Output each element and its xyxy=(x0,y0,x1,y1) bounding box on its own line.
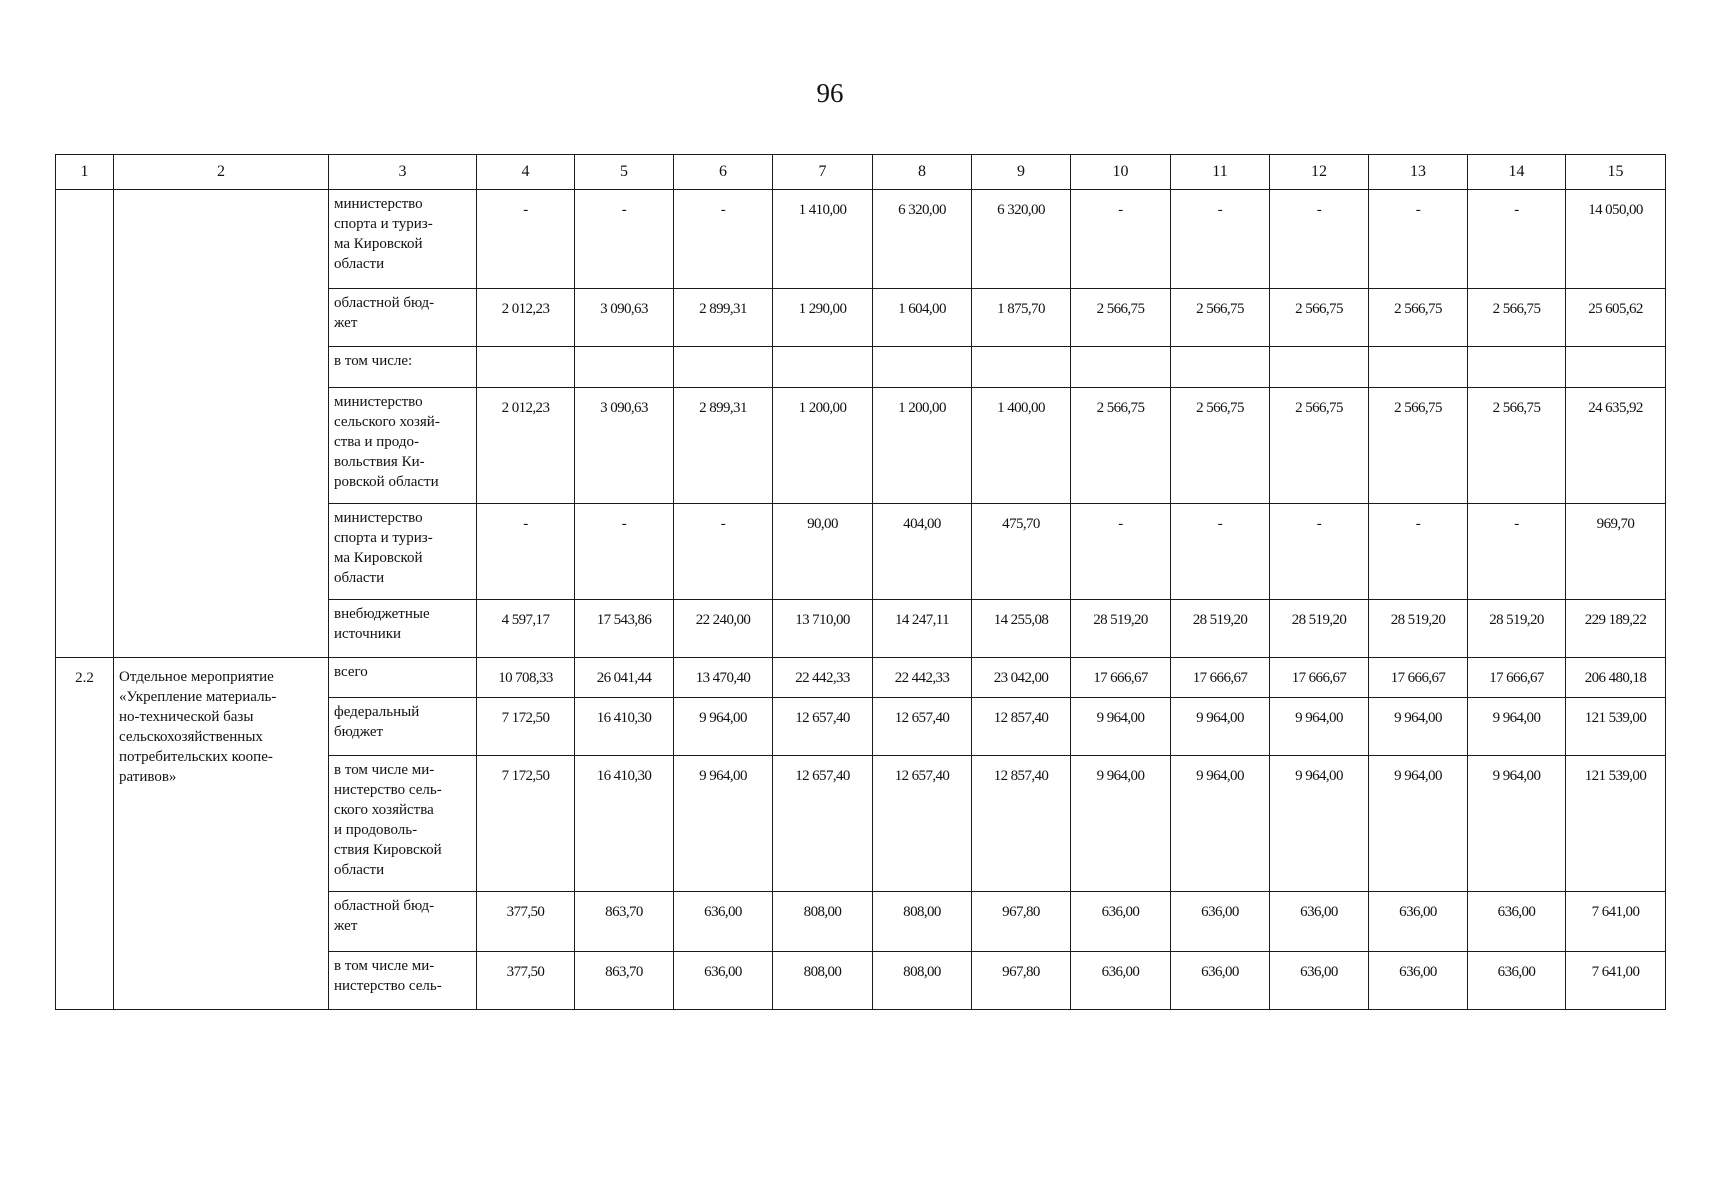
value-cell: - xyxy=(575,190,674,289)
funding-source-cell xyxy=(329,190,477,289)
value-cell: - xyxy=(1270,190,1369,289)
value-cell: 9 964,00 xyxy=(1369,756,1468,892)
value-cell xyxy=(1369,347,1468,388)
value-cell: 9 964,00 xyxy=(1171,698,1270,756)
value-cell: 7 641,00 xyxy=(1566,952,1666,1010)
value-cell xyxy=(972,347,1071,388)
value-cell: 12 657,40 xyxy=(773,698,873,756)
value-cell: 90,00 xyxy=(773,504,873,600)
value-cell: 2 566,75 xyxy=(1071,388,1171,504)
value-cell: 28 519,20 xyxy=(1270,600,1369,658)
funding-source-label: министерство спорта и туриз- ма Кировской области xyxy=(334,196,433,272)
value-cell: - xyxy=(1468,504,1566,600)
value-cell: 12 857,40 xyxy=(972,756,1071,892)
value-cell: 17 666,67 xyxy=(1071,658,1171,698)
funding-source-cell xyxy=(329,504,477,600)
value-cell: 17 666,67 xyxy=(1468,658,1566,698)
value-cell: 7 172,50 xyxy=(477,756,575,892)
column-header-9: 9 xyxy=(972,155,1071,190)
column-header-8: 8 xyxy=(873,155,972,190)
value-cell: 9 964,00 xyxy=(1468,756,1566,892)
item-description-cell xyxy=(114,190,329,658)
column-header-10: 10 xyxy=(1071,155,1171,190)
funding-source-label: федеральный бюджет xyxy=(334,704,420,740)
value-cell: 636,00 xyxy=(1071,892,1171,952)
value-cell: 28 519,20 xyxy=(1369,600,1468,658)
value-cell: 1 200,00 xyxy=(873,388,972,504)
value-cell: 28 519,20 xyxy=(1071,600,1171,658)
column-header-6: 6 xyxy=(674,155,773,190)
funding-source-cell xyxy=(329,388,477,504)
funding-source-label: министерство спорта и туриз- ма Кировской области xyxy=(334,510,433,586)
value-cell xyxy=(1071,347,1171,388)
value-cell: 10 708,33 xyxy=(477,658,575,698)
funding-source-label: внебюджетные источники xyxy=(334,606,430,642)
column-header-5: 5 xyxy=(575,155,674,190)
column-header-1: 1 xyxy=(56,155,114,190)
value-cell: 475,70 xyxy=(972,504,1071,600)
value-cell: 636,00 xyxy=(1369,892,1468,952)
item-description-cell xyxy=(114,658,329,1010)
value-cell: 229 189,22 xyxy=(1566,600,1666,658)
value-cell: - xyxy=(1071,504,1171,600)
value-cell: 9 964,00 xyxy=(1071,756,1171,892)
funding-source-label: в том числе: xyxy=(334,353,413,369)
value-cell: 2 566,75 xyxy=(1270,289,1369,347)
page-number: 96 xyxy=(816,78,844,108)
value-cell: - xyxy=(1270,504,1369,600)
item-number-cell xyxy=(56,190,114,658)
value-cell: 22 442,33 xyxy=(873,658,972,698)
column-header-12: 12 xyxy=(1270,155,1369,190)
value-cell: 25 605,62 xyxy=(1566,289,1666,347)
value-cell: - xyxy=(1171,190,1270,289)
value-cell xyxy=(873,347,972,388)
funding-source-cell xyxy=(329,892,477,952)
value-cell xyxy=(1468,347,1566,388)
value-cell: 636,00 xyxy=(1468,892,1566,952)
value-cell: 967,80 xyxy=(972,892,1071,952)
value-cell: 2 899,31 xyxy=(674,289,773,347)
value-cell: 22 240,00 xyxy=(674,600,773,658)
funding-source-cell xyxy=(329,289,477,347)
value-cell: 2 566,75 xyxy=(1171,289,1270,347)
column-header-15: 15 xyxy=(1566,155,1666,190)
value-cell: 9 964,00 xyxy=(674,756,773,892)
value-cell: 2 566,75 xyxy=(1468,388,1566,504)
value-cell: - xyxy=(1071,190,1171,289)
value-cell: 3 090,63 xyxy=(575,388,674,504)
value-cell: 4 597,17 xyxy=(477,600,575,658)
value-cell: 9 964,00 xyxy=(1270,698,1369,756)
value-cell: - xyxy=(1468,190,1566,289)
funding-source-cell xyxy=(329,756,477,892)
value-cell: 636,00 xyxy=(1270,892,1369,952)
value-cell: 1 290,00 xyxy=(773,289,873,347)
value-cell xyxy=(1566,347,1666,388)
column-header-13: 13 xyxy=(1369,155,1468,190)
funding-source-label: всего xyxy=(334,664,368,680)
item-description-text: Отдельное мероприятие «Укрепление материаль- но-технической базы сельскохозяйственных потребительских коопе- ративов» xyxy=(119,669,277,785)
value-cell: 2 566,75 xyxy=(1369,289,1468,347)
value-cell: 121 539,00 xyxy=(1566,698,1666,756)
value-cell: 1 410,00 xyxy=(773,190,873,289)
value-cell: - xyxy=(1369,190,1468,289)
funding-source-cell xyxy=(329,698,477,756)
value-cell: 17 666,67 xyxy=(1171,658,1270,698)
value-cell: 24 635,92 xyxy=(1566,388,1666,504)
column-header-2: 2 xyxy=(114,155,329,190)
value-cell: 808,00 xyxy=(873,892,972,952)
funding-source-label: областной бюд- жет xyxy=(334,295,435,331)
value-cell: 9 964,00 xyxy=(674,698,773,756)
value-cell: 967,80 xyxy=(972,952,1071,1010)
value-cell: 808,00 xyxy=(873,952,972,1010)
value-cell: 17 666,67 xyxy=(1369,658,1468,698)
funding-source-cell xyxy=(329,600,477,658)
value-cell xyxy=(1270,347,1369,388)
value-cell xyxy=(575,347,674,388)
value-cell: 404,00 xyxy=(873,504,972,600)
value-cell: 9 964,00 xyxy=(1468,698,1566,756)
table-row xyxy=(56,190,1666,289)
column-header-14: 14 xyxy=(1468,155,1566,190)
value-cell xyxy=(773,347,873,388)
value-cell: 2 566,75 xyxy=(1369,388,1468,504)
funding-source-label: министерство сельского хозяй- ства и продо- вольствия Ки- ровской области xyxy=(334,394,440,490)
value-cell: 28 519,20 xyxy=(1171,600,1270,658)
value-cell: 12 657,40 xyxy=(873,756,972,892)
value-cell xyxy=(674,347,773,388)
column-number-header-row xyxy=(56,155,1666,190)
value-cell: 636,00 xyxy=(1369,952,1468,1010)
value-cell: 969,70 xyxy=(1566,504,1666,600)
value-cell: 863,70 xyxy=(575,952,674,1010)
value-cell: - xyxy=(477,504,575,600)
column-header-7: 7 xyxy=(773,155,873,190)
value-cell: 2 566,75 xyxy=(1071,289,1171,347)
item-number-cell: 2.2 xyxy=(56,658,114,1010)
value-cell: 2 012,23 xyxy=(477,388,575,504)
value-cell: 6 320,00 xyxy=(972,190,1071,289)
funding-source-label: в том числе ми- нистерство сель- xyxy=(334,958,442,994)
value-cell: 636,00 xyxy=(674,892,773,952)
value-cell: 1 400,00 xyxy=(972,388,1071,504)
value-cell: 9 964,00 xyxy=(1171,756,1270,892)
value-cell: 16 410,30 xyxy=(575,698,674,756)
funding-source-label: областной бюд- жет xyxy=(334,898,435,934)
value-cell: 9 964,00 xyxy=(1270,756,1369,892)
value-cell: 1 200,00 xyxy=(773,388,873,504)
value-cell: 636,00 xyxy=(674,952,773,1010)
value-cell: 13 470,40 xyxy=(674,658,773,698)
column-header-3: 3 xyxy=(329,155,477,190)
value-cell: 636,00 xyxy=(1171,952,1270,1010)
value-cell: 2 566,75 xyxy=(1171,388,1270,504)
value-cell: 12 657,40 xyxy=(873,698,972,756)
value-cell: - xyxy=(674,504,773,600)
value-cell: - xyxy=(1171,504,1270,600)
value-cell: 6 320,00 xyxy=(873,190,972,289)
value-cell: 28 519,20 xyxy=(1468,600,1566,658)
value-cell: 14 255,08 xyxy=(972,600,1071,658)
value-cell: 2 566,75 xyxy=(1270,388,1369,504)
value-cell: 636,00 xyxy=(1270,952,1369,1010)
value-cell: 13 710,00 xyxy=(773,600,873,658)
value-cell: - xyxy=(477,190,575,289)
funding-source-cell xyxy=(329,658,477,698)
value-cell: 206 480,18 xyxy=(1566,658,1666,698)
column-header-11: 11 xyxy=(1171,155,1270,190)
value-cell: 17 666,67 xyxy=(1270,658,1369,698)
value-cell: 1 875,70 xyxy=(972,289,1071,347)
budget-table xyxy=(55,154,1666,1010)
value-cell: 7 641,00 xyxy=(1566,892,1666,952)
value-cell: 1 604,00 xyxy=(873,289,972,347)
value-cell: 23 042,00 xyxy=(972,658,1071,698)
value-cell: 121 539,00 xyxy=(1566,756,1666,892)
value-cell: 14 050,00 xyxy=(1566,190,1666,289)
column-header-4: 4 xyxy=(477,155,575,190)
value-cell: 636,00 xyxy=(1071,952,1171,1010)
value-cell: 14 247,11 xyxy=(873,600,972,658)
value-cell: 16 410,30 xyxy=(575,756,674,892)
value-cell: 863,70 xyxy=(575,892,674,952)
value-cell: 9 964,00 xyxy=(1071,698,1171,756)
value-cell: 808,00 xyxy=(773,892,873,952)
value-cell: 17 543,86 xyxy=(575,600,674,658)
value-cell: 22 442,33 xyxy=(773,658,873,698)
value-cell: 636,00 xyxy=(1171,892,1270,952)
value-cell: 9 964,00 xyxy=(1369,698,1468,756)
value-cell xyxy=(477,347,575,388)
value-cell xyxy=(1171,347,1270,388)
value-cell: - xyxy=(575,504,674,600)
value-cell: 26 041,44 xyxy=(575,658,674,698)
value-cell: 2 012,23 xyxy=(477,289,575,347)
value-cell: 3 090,63 xyxy=(575,289,674,347)
value-cell: 636,00 xyxy=(1468,952,1566,1010)
value-cell: 808,00 xyxy=(773,952,873,1010)
value-cell: 12 857,40 xyxy=(972,698,1071,756)
value-cell: - xyxy=(674,190,773,289)
funding-source-cell xyxy=(329,347,477,388)
value-cell: - xyxy=(1369,504,1468,600)
funding-source-label: в том числе ми- нистерство сель- ского хозяйства и продоволь- ствия Кировской области xyxy=(334,762,442,878)
table-row xyxy=(56,658,1666,698)
value-cell: 12 657,40 xyxy=(773,756,873,892)
value-cell: 7 172,50 xyxy=(477,698,575,756)
value-cell: 2 899,31 xyxy=(674,388,773,504)
value-cell: 377,50 xyxy=(477,892,575,952)
funding-source-cell xyxy=(329,952,477,1010)
value-cell: 2 566,75 xyxy=(1468,289,1566,347)
value-cell: 377,50 xyxy=(477,952,575,1010)
